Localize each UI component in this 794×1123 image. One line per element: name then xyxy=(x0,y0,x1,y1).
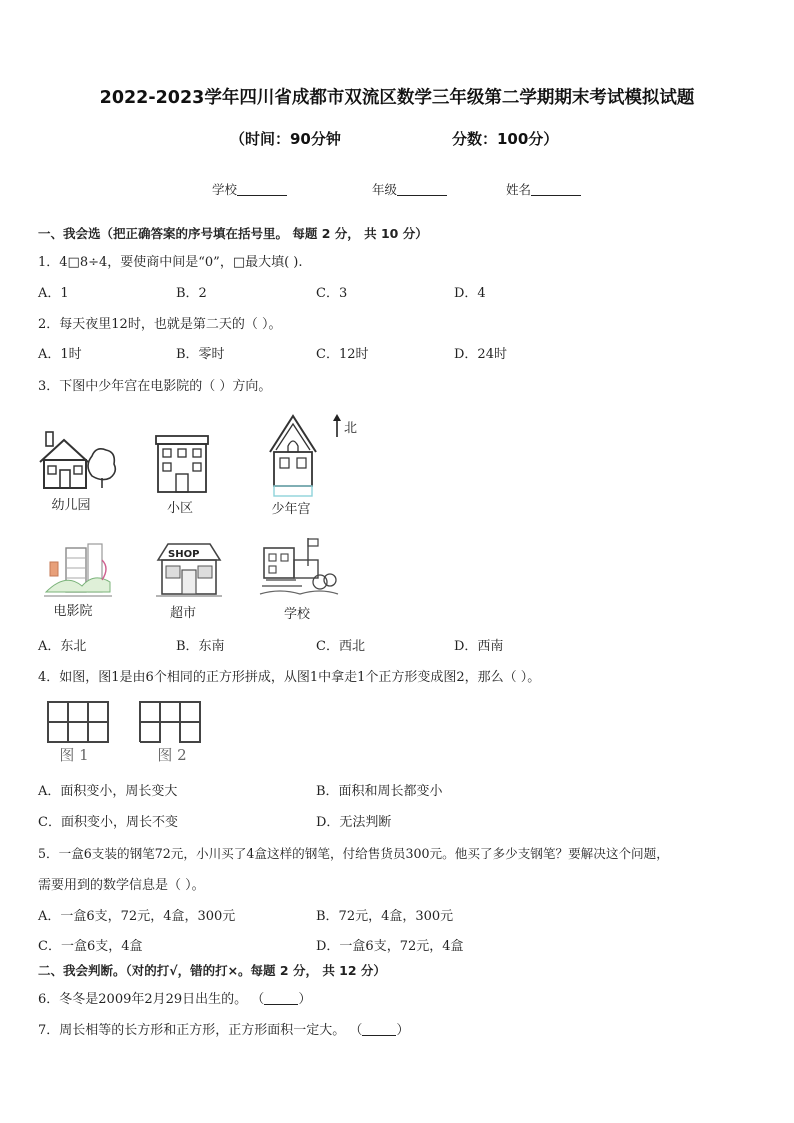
question-4: 4．如图，图1是由6个相同的正方形拼成，从图1中拿走1个正方形变成图2，那么（ ）。 xyxy=(38,670,541,685)
score-label: 分数：100分） xyxy=(452,130,559,148)
q2-option-d[interactable]: D．24时 xyxy=(454,347,507,362)
q4-option-c[interactable]: C．面积变小，周长不变 xyxy=(38,815,178,830)
q1-option-d[interactable]: D．4 xyxy=(454,286,486,301)
youth-palace-icon xyxy=(266,412,320,498)
label-residential: 小区 xyxy=(166,501,193,516)
q1-option-a[interactable]: A．1 xyxy=(38,286,69,301)
question-5-line-2: 需要用到的数学信息是（ ）。 xyxy=(38,878,205,893)
q5-option-d[interactable]: D．一盒6支，72元，4盒 xyxy=(316,939,464,954)
figure-2-grid xyxy=(138,700,202,744)
q5-option-b[interactable]: B．72元，4盒，300元 xyxy=(316,909,454,924)
q3-option-b[interactable]: B．东南 xyxy=(176,639,225,654)
question-6: 6．冬冬是2009年2月29日出生的。 （ ） xyxy=(38,992,312,1007)
school-field: 学校 xyxy=(212,180,287,198)
label-school: 学校 xyxy=(283,607,310,622)
question-2: 2．每天夜里12时，也就是第二天的（ ）。 xyxy=(38,317,282,332)
q7-answer-blank[interactable] xyxy=(362,1023,396,1036)
q2-option-b[interactable]: B．零时 xyxy=(176,347,225,362)
name-field: 姓名 xyxy=(506,180,581,198)
question-1: 1．4□8÷4，要使商中间是“0”，□最大填( ). xyxy=(38,255,303,270)
label-kindergarten: 幼儿园 xyxy=(51,498,91,513)
shop-sign: SHOP xyxy=(168,549,200,560)
q3-option-d[interactable]: D．西南 xyxy=(454,639,504,654)
q3-option-a[interactable]: A．东北 xyxy=(38,639,87,654)
question-5-line-1: 5．一盒6支装的钢笔72元，小川买了4盒这样的钢笔，付给售货员300元。他买了多少支钢笔？要解决这个问题， xyxy=(38,846,669,861)
q4-option-d[interactable]: D．无法判断 xyxy=(316,815,392,830)
section1-heading: 一、我会选（把正确答案的序号填在括号里。 每题 2 分， 共 10 分） xyxy=(38,226,428,241)
north-indicator: 北 xyxy=(330,414,357,438)
school-blank[interactable] xyxy=(237,183,287,196)
label-youth-palace: 少年宫 xyxy=(271,502,311,517)
q4-option-b[interactable]: B．面积和周长都变小 xyxy=(316,784,443,799)
q5-option-a[interactable]: A．一盒6支，72元，4盒，300元 xyxy=(38,909,236,924)
kindergarten-icon xyxy=(34,428,118,492)
q5-option-c[interactable]: C．一盒6支，4盒 xyxy=(38,939,143,954)
supermarket-icon xyxy=(152,540,224,598)
section2-heading: 二、我会判断。（对的打√，错的打×。每题 2 分， 共 12 分） xyxy=(38,963,386,978)
q6-answer-blank[interactable] xyxy=(264,992,298,1005)
figure-2-caption: 图 2 xyxy=(157,746,187,764)
question-3: 3．下图中少年宫在电影院的（ ）方向。 xyxy=(38,379,272,394)
grade-field: 年级 xyxy=(372,180,447,198)
school-icon xyxy=(258,536,340,600)
residential-building-icon xyxy=(152,434,212,494)
question-7: 7．周长相等的长方形和正方形，正方形面积一定大。 （ ） xyxy=(38,1023,410,1038)
name-blank[interactable] xyxy=(531,183,581,196)
q4-option-a[interactable]: A．面积变小，周长变大 xyxy=(38,784,178,799)
q1-option-c[interactable]: C．3 xyxy=(316,286,348,301)
figure-1-caption: 图 1 xyxy=(59,746,89,764)
q2-option-c[interactable]: C．12时 xyxy=(316,347,369,362)
q2-option-a[interactable]: A．1时 xyxy=(38,347,82,362)
figure-1-grid xyxy=(46,700,110,744)
grade-blank[interactable] xyxy=(397,183,447,196)
q3-option-c[interactable]: C．西北 xyxy=(316,639,365,654)
time-label: （时间：90分钟 xyxy=(230,130,341,148)
q1-option-b[interactable]: B．2 xyxy=(176,286,207,301)
north-arrow-icon xyxy=(330,414,344,438)
cinema-icon xyxy=(42,540,114,602)
page-title: 2022-2023学年四川省成都市双流区数学三年级第二学期期末考试模拟试题 xyxy=(99,88,695,108)
label-cinema: 电影院 xyxy=(53,604,93,619)
label-supermarket: 超市 xyxy=(169,606,196,621)
